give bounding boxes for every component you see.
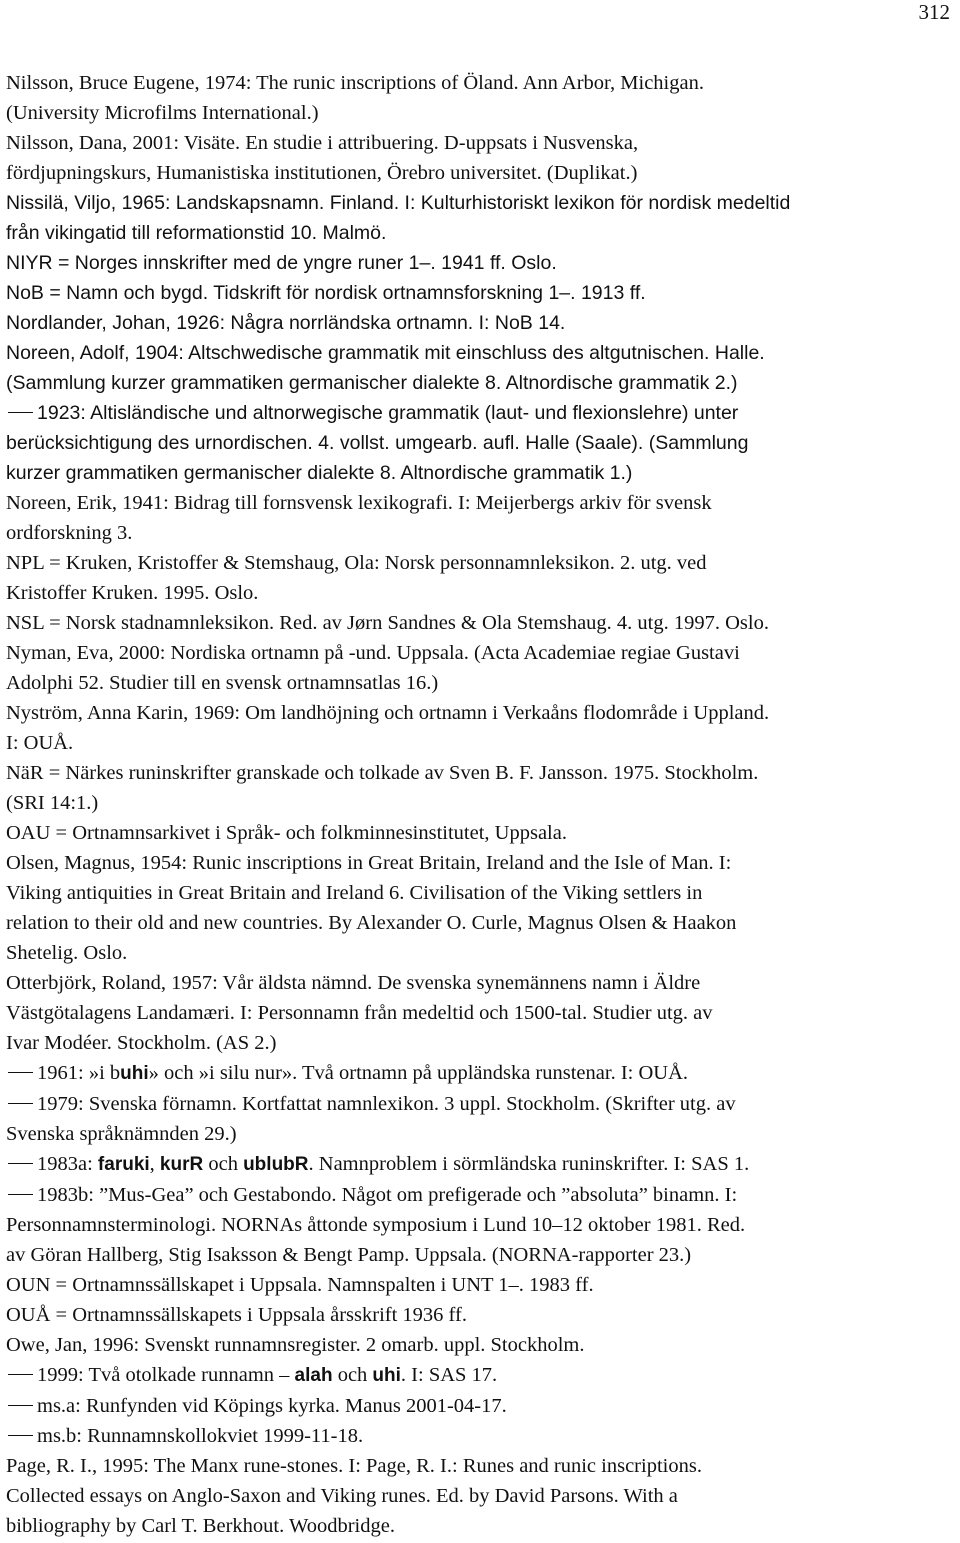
entry-line: NSL = Norsk stadnamnleksikon. Red. av Jørn Sandnes & Ola Stemshaug. 4. utg. 1997. Oslo. bbox=[6, 612, 769, 634]
entry-line: OUÅ = Ortnamnssällskapets i Uppsala årsskrift 1936 ff. bbox=[6, 1304, 467, 1326]
bibliography-entry bbox=[6, 278, 956, 308]
ditto-dash bbox=[8, 1194, 33, 1195]
entry-line: Nyström, Anna Karin, 1969: Om landhöjning och ortnamn i Verkaåns flodområde i Uppland. bbox=[6, 702, 770, 724]
runic-transliteration: uhi bbox=[372, 1365, 401, 1386]
runic-transliteration: uhi bbox=[120, 1063, 149, 1084]
entry-line: NäR = Närkes runinskrifter granskade och tolkade av Sven B. F. Jansson. 1975. Stockholm. bbox=[6, 762, 759, 784]
entry-line: 1923: Altisländische und altnorwegische grammatik (laut- und flexionslehre) unter bbox=[49, 398, 956, 428]
entry-line: NoB = Namn och bygd. Tidskrift för nordisk ortnamnsforskning 1–. 1913 ff. bbox=[6, 282, 646, 304]
bibliography-entry bbox=[6, 1058, 956, 1089]
entry-line: NPL = Kruken, Kristoffer & Stemshaug, Ola: Norsk personnamnleksikon. 2. utg. ved bbox=[6, 552, 707, 574]
entry-line: Otterbjörk, Roland, 1957: Vår äldsta nämnd. De svenska synemännens namn i Äldre bbox=[6, 972, 701, 994]
bibliography-entry bbox=[6, 488, 956, 548]
bibliography-entry bbox=[6, 1360, 956, 1391]
entry-line: Viking antiquities in Great Britain and Ireland 6. Civilisation of the Viking settlers in bbox=[6, 882, 703, 904]
entry-line: (SRI 14:1.) bbox=[6, 792, 99, 814]
bibliography-entry bbox=[6, 248, 956, 278]
entry-line: (University Microfilms International.) bbox=[6, 102, 319, 124]
entry-line: Personnamnsterminologi. NORNAs åttonde symposium i Lund 10–12 oktober 1981. Red. bbox=[6, 1214, 746, 1236]
entry-line: I: OUÅ. bbox=[6, 732, 74, 754]
bibliography-entry bbox=[6, 308, 956, 338]
bibliography-entry bbox=[6, 1089, 956, 1149]
entry-line: Noreen, Adolf, 1904: Altschwedische grammatik mit einschluss des altgutnischen. Halle. bbox=[6, 342, 765, 364]
page-number: 312 bbox=[918, 0, 950, 24]
entry-line: Owe, Jan, 1996: Svenskt runnamnsregister. 2 omarb. uppl. Stockholm. bbox=[6, 1334, 585, 1356]
entry-line: relation to their old and new countries. By Alexander O. Curle, Magnus Olsen & Haakon bbox=[6, 912, 737, 934]
entry-line: berücksichtigung des urnordischen. 4. vollst. umgearb. aufl. Halle (Saale). (Sammlung bbox=[6, 432, 749, 454]
entry-line: Olsen, Magnus, 1954: Runic inscriptions in Great Britain, Ireland and the Isle of Man. I: bbox=[6, 852, 732, 874]
entry-line: Nissilä, Viljo, 1965: Landskapsnamn. Finland. I: Kulturhistoriskt lexikon för nordisk medeltid bbox=[6, 192, 791, 214]
bibliography-entry bbox=[6, 1270, 956, 1300]
bibliography-entry bbox=[6, 758, 956, 818]
entry-line: Kristoffer Kruken. 1995. Oslo. bbox=[6, 582, 259, 604]
entry-line: Svenska språknämnden 29.) bbox=[6, 1123, 237, 1145]
bibliography-entry bbox=[6, 1391, 956, 1421]
entry-line: ms.a: Runfynden vid Köpings kyrka. Manus 2001-04-17. bbox=[49, 1391, 956, 1421]
ditto-dash bbox=[8, 1072, 33, 1073]
entry-line: ms.b: Runnamnskollokviet 1999-11-18. bbox=[49, 1421, 956, 1451]
bibliography-entry bbox=[6, 698, 956, 758]
ditto-dash bbox=[8, 1374, 33, 1375]
bibliography-entry bbox=[6, 848, 956, 968]
entry-line: 1999: Två otolkade runnamn – alah och uhi. I: SAS 17. bbox=[49, 1360, 956, 1391]
bibliography-entry bbox=[6, 818, 956, 848]
entry-line: fördjupningskurs, Humanistiska institutionen, Örebro universitet. (Duplikat.) bbox=[6, 162, 638, 184]
entry-line: Nyman, Eva, 2000: Nordiska ortnamn på -und. Uppsala. (Acta Academiae regiae Gustavi bbox=[6, 642, 740, 664]
ditto-dash bbox=[8, 1103, 33, 1104]
bibliography-entry bbox=[6, 968, 956, 1058]
entry-line: OAU = Ortnamnsarkivet i Språk- och folkminnesinstitutet, Uppsala. bbox=[6, 822, 567, 844]
bibliography-entry bbox=[6, 1451, 956, 1541]
ditto-dash bbox=[8, 1435, 33, 1436]
entry-line: Nordlander, Johan, 1926: Några norrländska ortnamn. I: NoB 14. bbox=[6, 312, 566, 334]
entry-line: kurzer grammatiken germanischer dialekte 8. Altnordische grammatik 1.) bbox=[6, 462, 633, 484]
entry-line: Page, R. I., 1995: The Manx rune-stones. I: Page, R. I.: Runes and runic inscriptions. bbox=[6, 1455, 702, 1477]
bibliography-entry bbox=[6, 128, 956, 188]
entry-line: (Sammlung kurzer grammatiken germanischer dialekte 8. Altnordische grammatik 2.) bbox=[6, 372, 738, 394]
entry-line: Collected essays on Anglo-Saxon and Viking runes. Ed. by David Parsons. With a bbox=[6, 1485, 678, 1507]
entry-line: OUN = Ortnamnssällskapet i Uppsala. Namnspalten i UNT 1–. 1983 ff. bbox=[6, 1274, 594, 1296]
entry-line: Nilsson, Bruce Eugene, 1974: The runic inscriptions of Öland. Ann Arbor, Michigan. bbox=[6, 72, 704, 94]
bibliography-entry bbox=[6, 338, 956, 398]
entry-line: från vikingatid till reformationstid 10. Malmö. bbox=[6, 222, 387, 244]
bibliography-entry bbox=[6, 398, 956, 488]
bibliography-entry bbox=[6, 548, 956, 608]
entry-line: 1961: »i buhi» och »i silu nur». Två ortnamn på uppländska runstenar. I: OUÅ. bbox=[49, 1058, 956, 1089]
entry-line: ordforskning 3. bbox=[6, 522, 133, 544]
runic-transliteration: alah bbox=[294, 1365, 333, 1386]
entry-line: Ivar Modéer. Stockholm. (AS 2.) bbox=[6, 1032, 277, 1054]
entry-line: 1983b: ”Mus-Gea” och Gestabondo. Något om prefigerade och ”absoluta” binamn. I: bbox=[49, 1180, 956, 1210]
bibliography-entry bbox=[6, 1330, 956, 1360]
ditto-dash bbox=[8, 1405, 33, 1406]
bibliography-entry bbox=[6, 1421, 956, 1451]
ditto-dash bbox=[8, 1163, 33, 1164]
bibliography-entry bbox=[6, 608, 956, 638]
entry-line: 1979: Svenska förnamn. Kortfattat namnlexikon. 3 uppl. Stockholm. (Skrifter utg. av bbox=[49, 1089, 956, 1119]
ditto-dash bbox=[8, 412, 33, 413]
runic-transliteration: kurR bbox=[159, 1154, 204, 1175]
entry-line: Shetelig. Oslo. bbox=[6, 942, 128, 964]
bibliography-entry bbox=[6, 1180, 956, 1270]
entry-line: Västgötalagens Landamæri. I: Personnamn från medeltid och 1500-tal. Studier utg. av bbox=[6, 1002, 713, 1024]
entry-line: av Göran Hallberg, Stig Isaksson & Bengt Pamp. Uppsala. (NORNA-rapporter 23.) bbox=[6, 1244, 692, 1266]
bibliography-entry bbox=[6, 188, 956, 248]
bibliography-list bbox=[6, 68, 956, 1541]
bibliography-entry bbox=[6, 1300, 956, 1330]
entry-line: NIYR = Norges innskrifter med de yngre runer 1–. 1941 ff. Oslo. bbox=[6, 252, 557, 274]
entry-line: Noreen, Erik, 1941: Bidrag till fornsvensk lexikografi. I: Meijerbergs arkiv för svensk bbox=[6, 492, 712, 514]
entry-line: bibliography by Carl T. Berkhout. Woodbridge. bbox=[6, 1515, 395, 1537]
bibliography-entry bbox=[6, 638, 956, 698]
entry-line: Nilsson, Dana, 2001: Visäte. En studie i attribuering. D-uppsats i Nusvenska, bbox=[6, 132, 639, 154]
bibliography-entry bbox=[6, 1149, 956, 1180]
entry-line: 1983a: faruki, kurR och ublubR. Namnproblem i sörmländska runinskrifter. I: SAS 1. bbox=[49, 1149, 956, 1180]
entry-line: Adolphi 52. Studier till en svensk ortnamnsatlas 16.) bbox=[6, 672, 439, 694]
bibliography-entry bbox=[6, 68, 956, 128]
runic-transliteration: faruki bbox=[97, 1154, 150, 1175]
runic-transliteration: ublubR bbox=[243, 1154, 309, 1175]
